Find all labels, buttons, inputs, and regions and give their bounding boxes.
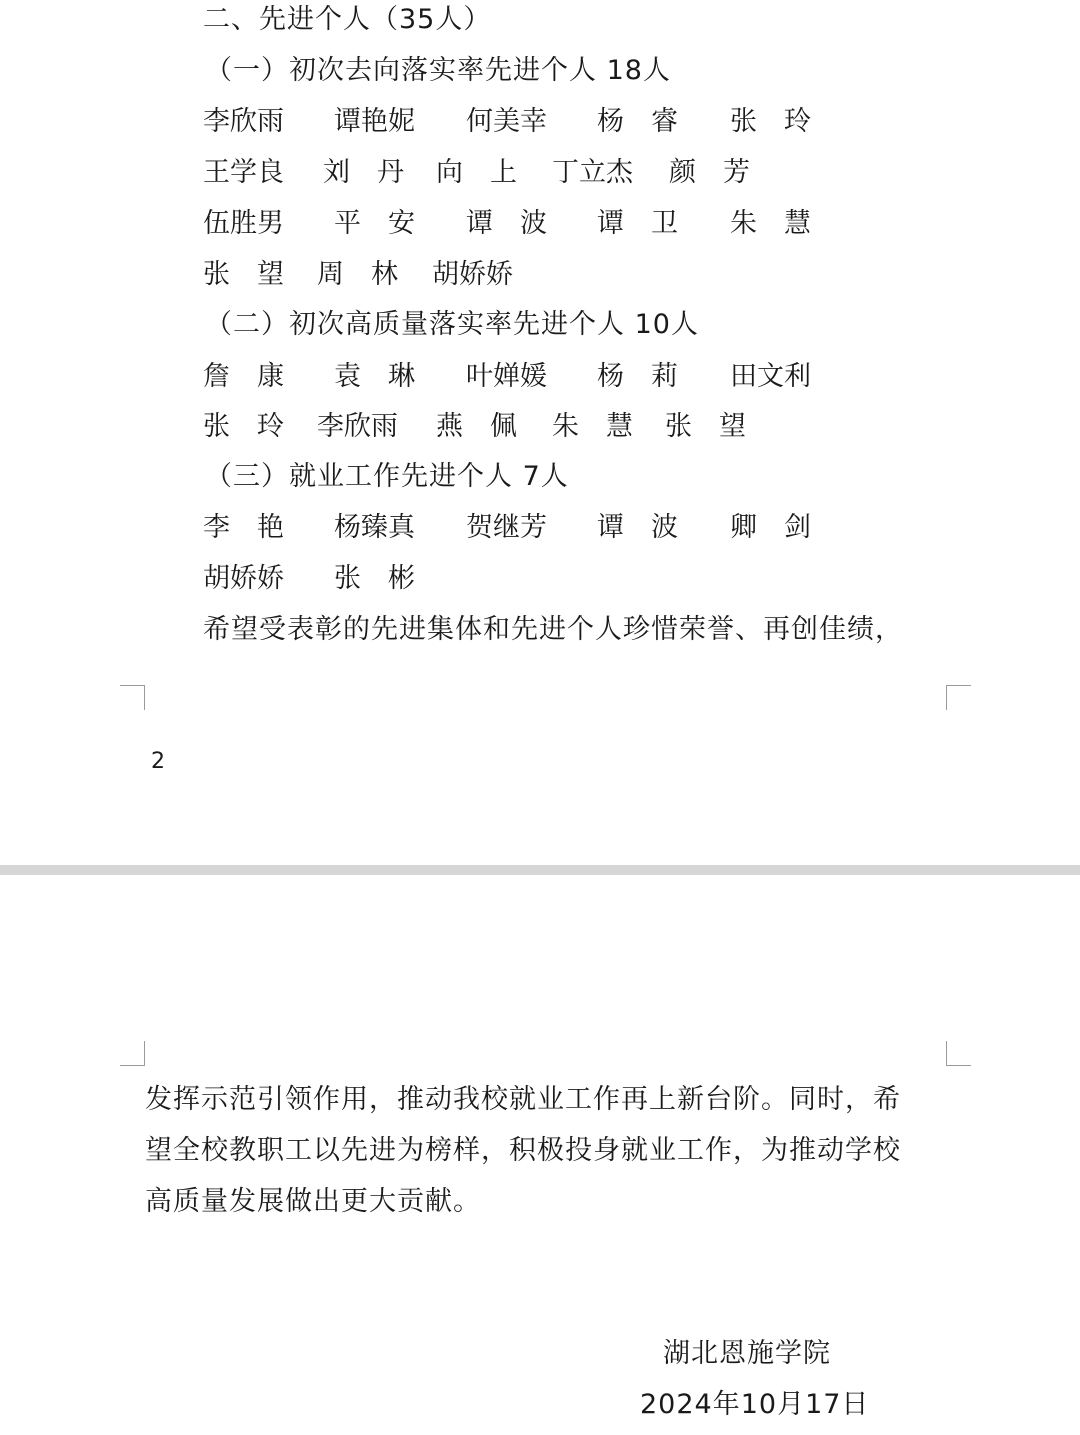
- person-name: 詹 康: [203, 361, 284, 392]
- margin-corner-mark: [946, 685, 971, 710]
- person-name: 张 望: [665, 411, 746, 442]
- body-text-line: 望全校教职工以先进为榜样，积极投身就业工作，为推动学校: [145, 1135, 901, 1166]
- person-name: 李 艳: [203, 512, 284, 543]
- person-name: 田文利: [730, 361, 811, 392]
- person-name: 杨 睿: [597, 106, 678, 137]
- person-name: 张 彬: [334, 563, 415, 594]
- person-name: 卿 剑: [730, 512, 811, 543]
- person-name: 谭 卫: [597, 208, 678, 239]
- person-name: 颜 芳: [669, 157, 750, 188]
- margin-corner-mark: [120, 1041, 145, 1066]
- person-name: 向 上: [436, 157, 517, 188]
- page-number: 2: [151, 749, 165, 774]
- person-name: 燕 佩: [436, 411, 517, 442]
- signature-date: 2024年10月17日: [640, 1389, 870, 1420]
- person-name: 胡娇娇: [203, 563, 284, 594]
- section-title: 二、先进个人（35人）: [203, 4, 492, 35]
- person-name: 张 望: [203, 259, 284, 290]
- group-heading-3: （三）就业工作先进个人 7人: [205, 461, 569, 492]
- page-divider: [0, 865, 1080, 875]
- person-name: 李欣雨: [317, 411, 398, 442]
- person-name: 平 安: [334, 208, 415, 239]
- person-name: 何美幸: [466, 106, 547, 137]
- person-name: 谭艳妮: [334, 106, 415, 137]
- person-name: 杨臻真: [334, 512, 415, 543]
- person-name: 谭 波: [597, 512, 678, 543]
- person-name: 贺继芳: [466, 512, 547, 543]
- person-name: 李欣雨: [203, 106, 284, 137]
- document-page-bottom: [0, 875, 1080, 1435]
- person-name: 叶婵媛: [466, 361, 547, 392]
- margin-corner-mark: [946, 1041, 971, 1066]
- person-name: 朱 慧: [730, 208, 811, 239]
- person-name: 丁立杰: [552, 157, 633, 188]
- body-text-line: 高质量发展做出更大贡献。: [145, 1186, 481, 1217]
- closing-paragraph-line: 希望受表彰的先进集体和先进个人珍惜荣誉、再创佳绩，: [203, 614, 903, 645]
- person-name: 胡娇娇: [432, 259, 513, 290]
- person-name: 刘 丹: [323, 157, 404, 188]
- person-name: 谭 波: [466, 208, 547, 239]
- group-heading-2: （二）初次高质量落实率先进个人 10人: [205, 309, 699, 340]
- person-name: 袁 琳: [334, 361, 415, 392]
- group-heading-1: （一）初次去向落实率先进个人 18人: [205, 55, 671, 86]
- signature-organization: 湖北恩施学院: [663, 1338, 831, 1369]
- person-name: 王学良: [203, 157, 284, 188]
- person-name: 张 玲: [203, 411, 284, 442]
- person-name: 伍胜男: [203, 208, 284, 239]
- body-text-line: 发挥示范引领作用，推动我校就业工作再上新台阶。同时，希: [145, 1084, 901, 1115]
- person-name: 朱 慧: [552, 411, 633, 442]
- person-name: 杨 莉: [597, 361, 678, 392]
- person-name: 张 玲: [730, 106, 811, 137]
- person-name: 周 林: [317, 259, 398, 290]
- margin-corner-mark: [120, 685, 145, 710]
